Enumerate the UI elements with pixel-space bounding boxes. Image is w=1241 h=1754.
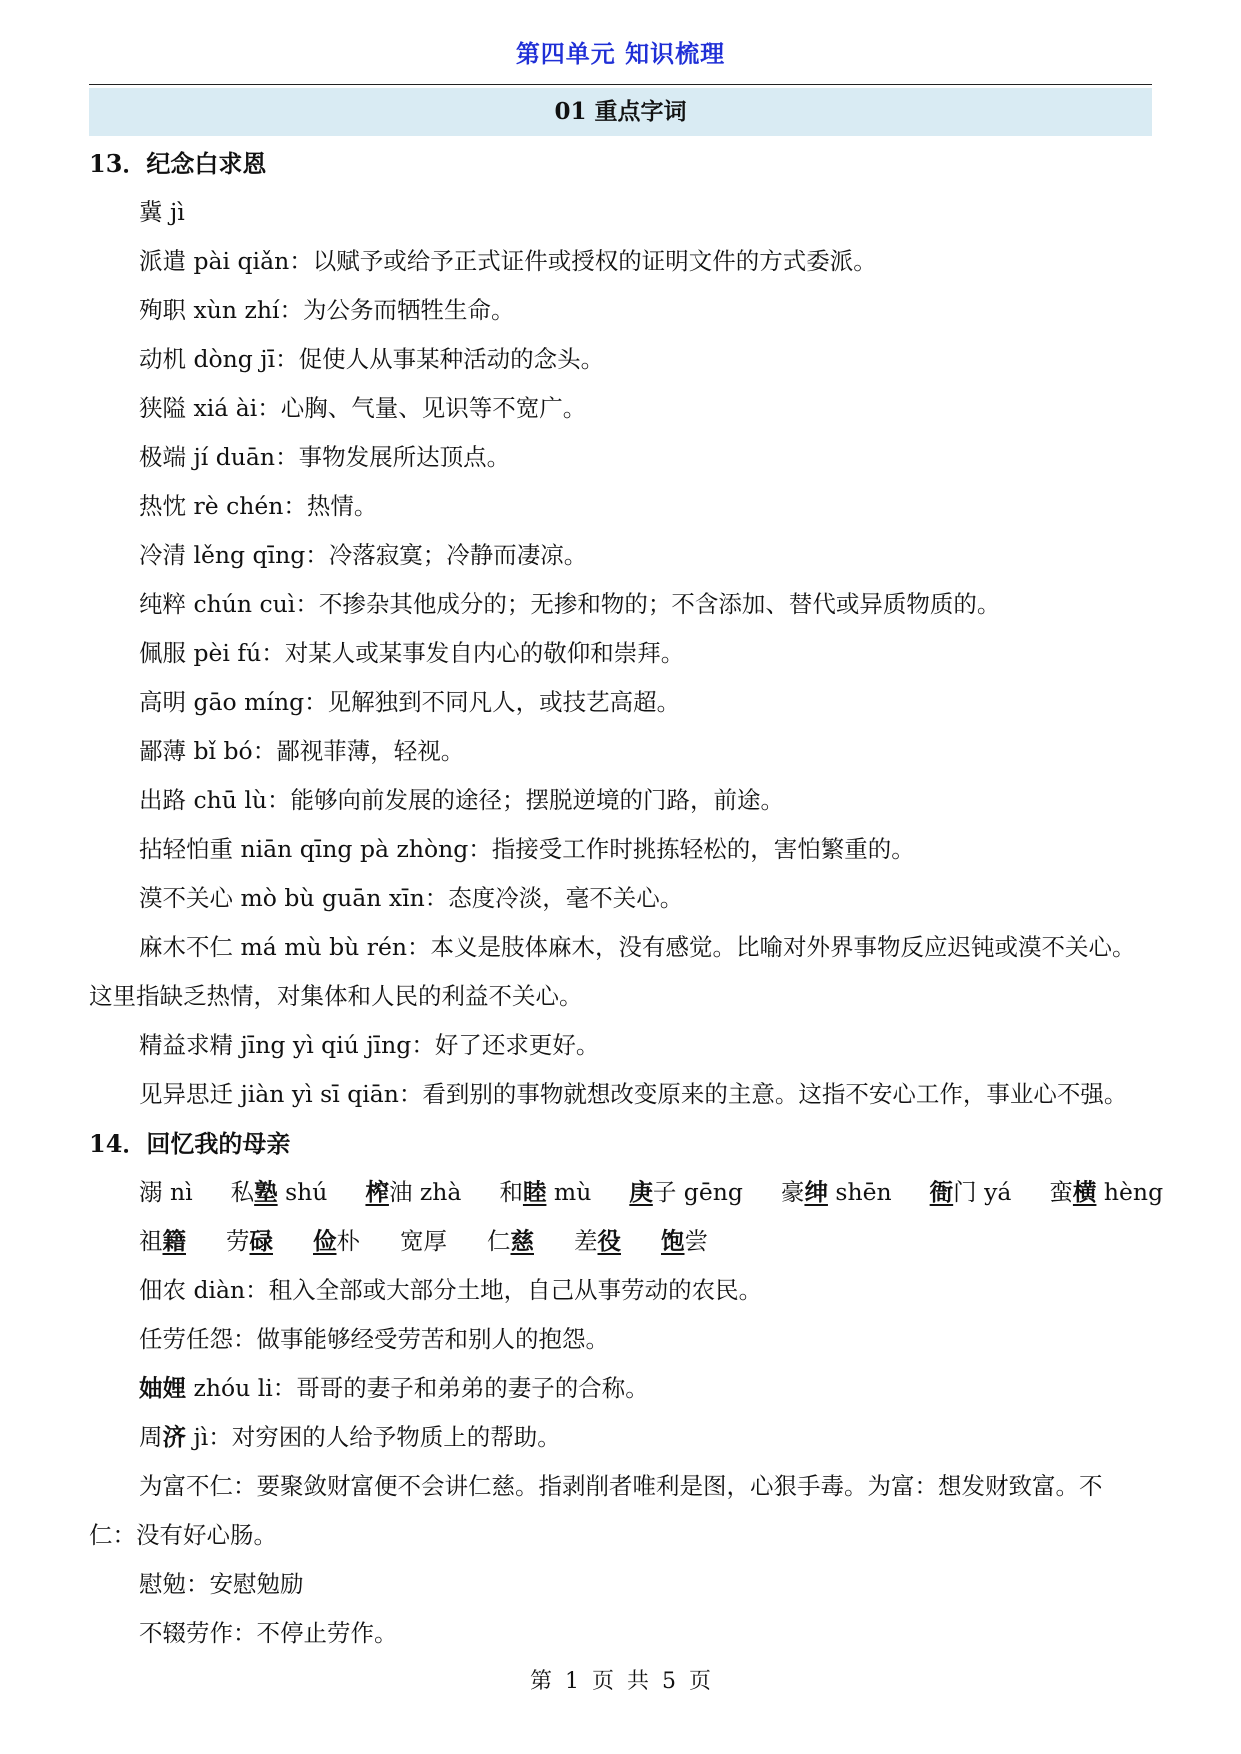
vocab-entry: 麻木不仁 má mù bù rén：本义是肢体麻木，没有感觉。比喻对外界事物反应迟钝或漠不关心。 xyxy=(139,933,1136,961)
underlined-char: 衙 xyxy=(929,1178,954,1206)
underlined-char: 横 xyxy=(1072,1178,1097,1206)
vocab-entry: 纯粹 chún cuì：不掺杂其他成分的；无掺和物的；不含添加、替代或异质物质的。 xyxy=(139,590,1001,618)
definition-text: jì：对穷困的人给予物质上的帮助。 xyxy=(186,1423,561,1451)
char-item xyxy=(661,1217,708,1266)
char-suffix: 朴 xyxy=(336,1227,360,1255)
vocab-entry: 极端 jí duān：事物发展所达顶点。 xyxy=(139,443,511,471)
char-item xyxy=(365,1168,461,1217)
vocab-entry: 动机 dòng jī：促使人从事某种活动的念头。 xyxy=(139,345,605,373)
lesson-13-entries-after xyxy=(89,1021,1152,1119)
lesson-14-def-5: 为富不仁：要聚敛财富便不会讲仁慈。指剥削者唯利是图，心狠手毒。为富：想发财致富。不 xyxy=(139,1472,1103,1500)
char-suffix: 尝 xyxy=(684,1227,708,1255)
underlined-char: 慈 xyxy=(510,1227,534,1255)
header-divider xyxy=(89,84,1152,85)
vocab-entry: 鄙薄 bǐ bó：鄙视菲薄，轻视。 xyxy=(139,737,465,765)
lesson-13-heading: 13．纪念白求恩 xyxy=(89,149,267,178)
char-prefix: 私 xyxy=(230,1178,255,1206)
char-item xyxy=(400,1217,447,1266)
char-prefix: 和 xyxy=(499,1178,523,1206)
char-prefix: 劳 xyxy=(226,1227,250,1255)
lesson-14-def-7: 不辍劳作：不停止劳作。 xyxy=(139,1619,398,1647)
vocab-entry: 出路 chū lù：能够向前发展的途径；摆脱逆境的门路，前途。 xyxy=(139,786,785,814)
underlined-char: 籍 xyxy=(162,1227,186,1255)
lesson-13-entry-continuation: 这里指缺乏热情，对集体和人民的利益不关心。 xyxy=(89,982,583,1010)
headword-prefix: 周 xyxy=(139,1423,163,1451)
char-item xyxy=(313,1217,360,1266)
vocab-entry: 精益求精 jīng yì qiú jīng：好了还求更好。 xyxy=(139,1031,600,1059)
char-suffix: shēn xyxy=(827,1178,892,1206)
lesson-14-def-6: 慰勉：安慰勉励 xyxy=(139,1570,304,1598)
vocab-entry: 见异思迁 jiàn yì sī qiān：看到别的事物就想改变原来的主意。这指不安心工作，事业心不强。 xyxy=(139,1080,1128,1108)
lesson-14-heading: 14．回忆我的母亲 xyxy=(89,1129,291,1158)
lesson-13-entries xyxy=(89,188,1152,972)
lesson-14-def-2: 任劳任怨：做事能够经受劳苦和别人的抱怨。 xyxy=(139,1325,609,1353)
char-item xyxy=(139,1168,193,1217)
char-prefix: 溺 nì xyxy=(139,1178,193,1206)
page-header-title: 第四单元 知识梳理 xyxy=(515,40,726,68)
char-item xyxy=(231,1168,328,1217)
vocab-entry: 佩服 pèi fú：对某人或某事发自内心的敬仰和崇拜。 xyxy=(139,639,685,667)
section-banner: 01 重点字词 xyxy=(89,88,1152,136)
underlined-char: 榨 xyxy=(365,1178,389,1206)
lesson-14-def-5-continuation: 仁：没有好心肠。 xyxy=(89,1521,277,1549)
char-prefix: 蛮 xyxy=(1049,1178,1073,1206)
page-footer: 第 1 页 共 5 页 xyxy=(530,1669,711,1694)
char-item xyxy=(226,1217,273,1266)
lesson-14-char-row-1 xyxy=(89,1168,1164,1217)
underlined-char: 庚 xyxy=(629,1178,653,1206)
char-suffix: shú xyxy=(277,1178,328,1206)
char-prefix: 仁 xyxy=(487,1227,511,1255)
definition-text: zhóu li：哥哥的妻子和弟弟的妻子的合称。 xyxy=(186,1374,649,1402)
vocab-entry: 派遣 pài qiǎn：以赋予或给予正式证件或授权的证明文件的方式委派。 xyxy=(139,247,877,275)
lesson-14-def-4 xyxy=(89,1413,1152,1462)
document-body xyxy=(89,139,1164,1658)
vocab-entry: 狭隘 xiá ài：心胸、气量、见识等不宽广。 xyxy=(139,394,587,422)
char-item xyxy=(574,1217,621,1266)
char-suffix: 油 zhà xyxy=(388,1178,462,1206)
headword: 妯娌 xyxy=(139,1374,186,1402)
char-suffix: 子 gēng xyxy=(652,1178,743,1206)
char-suffix: 门 yá xyxy=(953,1178,1012,1206)
vocab-entry: 热忱 rè chén：热情。 xyxy=(139,492,378,520)
underlined-char: 俭 xyxy=(313,1227,337,1255)
char-suffix: mù xyxy=(546,1178,592,1206)
char-item xyxy=(139,1217,186,1266)
underlined-char: 碌 xyxy=(249,1227,273,1255)
char-prefix: 豪 xyxy=(780,1178,805,1206)
vocab-entry: 漠不关心 mò bù guān xīn：态度冷淡，毫不关心。 xyxy=(139,884,684,912)
underlined-char: 绅 xyxy=(804,1178,828,1206)
lesson-14-char-row-2 xyxy=(89,1217,1152,1266)
lesson-14-def-1: 佃农 diàn：租入全部或大部分土地，自己从事劳动的农民。 xyxy=(139,1276,763,1304)
char-item xyxy=(487,1217,534,1266)
char-item xyxy=(781,1168,892,1217)
vocab-entry: 冀 jì xyxy=(139,198,185,226)
char-item xyxy=(1049,1168,1163,1217)
vocab-entry: 拈轻怕重 niān qīng pà zhòng：指接受工作时挑拣轻松的，害怕繁重的。 xyxy=(139,835,915,863)
char-prefix: 差 xyxy=(574,1227,598,1255)
underlined-char: 役 xyxy=(597,1227,621,1255)
lesson-14-def-3 xyxy=(89,1364,1152,1413)
char-prefix: 祖 xyxy=(139,1227,163,1255)
vocab-entry: 殉职 xùn zhí：为公务而牺牲生命。 xyxy=(139,296,515,324)
char-item xyxy=(930,1168,1012,1217)
char-suffix: hèng xyxy=(1096,1178,1164,1206)
char-item xyxy=(629,1168,743,1217)
vocab-entry: 冷清 lěng qīng：冷落寂寞；冷静而凄凉。 xyxy=(139,541,588,569)
underlined-char: 饱 xyxy=(661,1227,685,1255)
headword: 济 xyxy=(162,1423,186,1451)
vocab-entry: 高明 gāo míng：见解独到不同凡人，或技艺高超。 xyxy=(139,688,681,716)
char-prefix: 宽厚 xyxy=(400,1227,447,1255)
underlined-char: 睦 xyxy=(522,1178,547,1206)
char-item xyxy=(499,1168,591,1217)
underlined-char: 塾 xyxy=(254,1178,278,1206)
